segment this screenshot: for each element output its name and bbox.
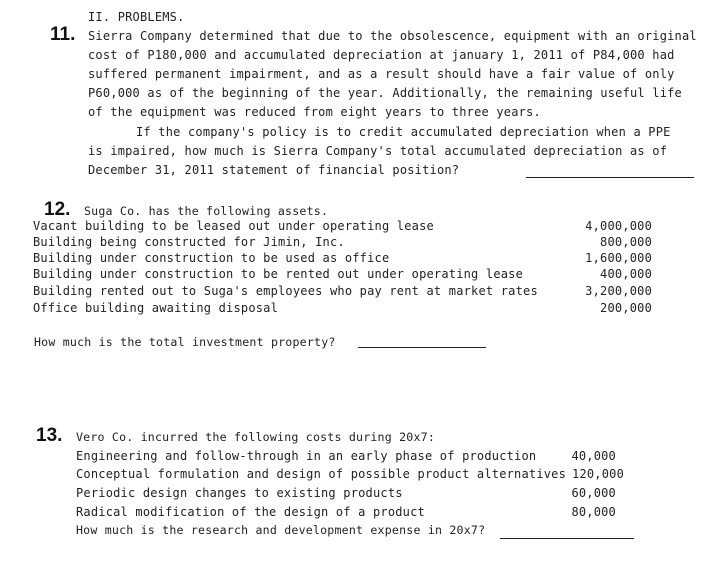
cost-label: Engineering and follow-through in an early phase of production xyxy=(76,449,537,463)
problem-11-line: is impaired, how much is Sierra Company's total accumulated depreciation as of xyxy=(88,144,668,158)
section-heading: II. PROBLEMS. xyxy=(88,10,185,24)
answer-blank-11[interactable] xyxy=(526,177,694,178)
asset-value: 3,200,000 xyxy=(585,284,652,298)
asset-value: 4,000,000 xyxy=(585,219,652,233)
asset-label: Building being constructed for Jimin, Inc. xyxy=(33,235,345,249)
problem-11-question: December 31, 2011 statement of financial position? xyxy=(88,163,460,177)
cost-label: Periodic design changes to existing products xyxy=(76,486,403,500)
cost-value: 60,000 xyxy=(571,486,616,500)
asset-value: 200,000 xyxy=(600,301,652,315)
problem-number-13: 13. xyxy=(36,425,63,446)
problem-13-intro: Vero Co. incurred the following costs during 20x7: xyxy=(76,430,436,444)
problem-11-line: cost of P180,000 and accumulated depreciation at january 1, 2011 of P84,000 had xyxy=(88,48,675,62)
asset-label: Building under construction to be rented out under operating lease xyxy=(33,267,524,281)
asset-value: 1,600,000 xyxy=(585,251,652,265)
cost-label: Radical modification of the design of a product xyxy=(76,505,425,519)
asset-label: Office building awaiting disposal xyxy=(33,301,279,315)
asset-value: 400,000 xyxy=(600,267,652,281)
asset-value: 800,000 xyxy=(600,235,652,249)
cost-value: 40,000 xyxy=(571,449,616,463)
problem-number-12: 12. xyxy=(44,199,71,220)
cost-value: 80,000 xyxy=(571,505,616,519)
problem-11-line: suffered permanent impairment, and as a result should have a fair value of only xyxy=(88,67,675,81)
cost-label: Conceptual formulation and design of possible product alternatives xyxy=(76,467,567,481)
problem-11-line: of the equipment was reduced from eight years to three years. xyxy=(88,105,541,119)
asset-label: Building rented out to Suga's employees who pay rent at market rates xyxy=(33,284,538,298)
problem-11-line: If the company's policy is to credit accumulated depreciation when a PPE xyxy=(136,125,671,139)
asset-label: Vacant building to be leased out under operating lease xyxy=(33,219,434,233)
problem-11-line: Sierra Company determined that due to the obsolescence, equipment with an original xyxy=(88,29,697,43)
answer-blank-12[interactable] xyxy=(358,347,486,348)
answer-blank-13[interactable] xyxy=(500,538,634,539)
problem-12-intro: Suga Co. has the following assets. xyxy=(84,204,329,218)
problem-13-question: How much is the research and development expense in 20x7? xyxy=(76,523,486,537)
problem-12-question: How much is the total investment property? xyxy=(34,335,336,349)
cost-value: 120,000 xyxy=(572,467,624,481)
asset-label: Building under construction to be used as office xyxy=(33,251,390,265)
problem-11-line: P60,000 as of the beginning of the year. Additionally, the remaining useful life xyxy=(88,86,682,100)
problem-number-11: 11. xyxy=(50,24,76,45)
